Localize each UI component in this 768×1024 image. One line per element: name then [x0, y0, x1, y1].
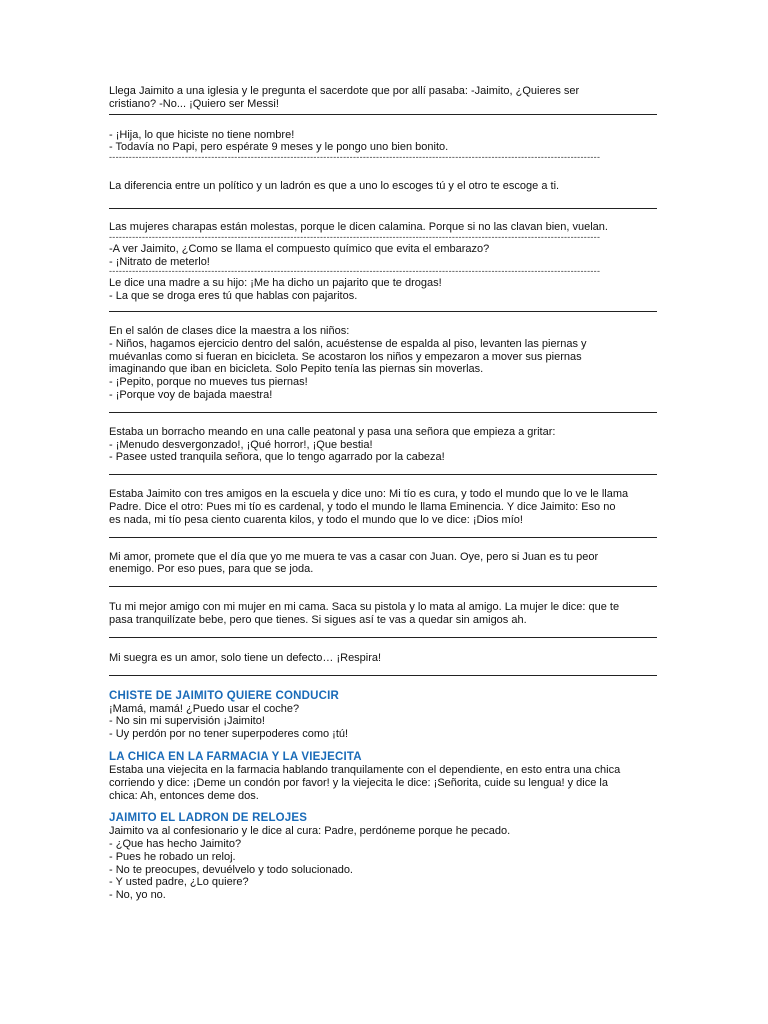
joke-paragraph: En el salón de clases dice la maestra a los niños: - Niños, hagamos ejercicio dentro del salón, acuéstense de espalda al piso, levanten las piernas y muévanlas como si fueran en bicicleta. Se acostaron los niños y empezaron a mover sus piernas imaginando que iban en bicicleta. Solo Pepito tenía las piernas sin moverlas. - ¡Pepito, porque no mueves tus piernas! - ¡Porque voy de bajada maestra!: [109, 324, 587, 401]
joke-paragraph: Tu mi mejor amigo con mi mujer en mi cama. Saca su pistola y lo mata al amigo. La mujer le dice: que te pasa tranquilízate bebe, pero que tienes. Si sigues así te vas a quedar sin amigos ah.: [109, 601, 620, 626]
separator-line: [109, 412, 657, 413]
separator-line: [109, 311, 657, 312]
separator-line: [109, 474, 657, 475]
joke-paragraph: Estaba Jaimito con tres amigos en la escuela y dice uno: Mi tío es cura, y todo el mundo que lo ve le llama Padre. Dice el otro: Pues mi tío es cardenal, y todo el mundo le llama Eminencia. Y dice Jaimito: Eso no es nada, mi tío pesa ciento cuarenta kilos, y todo el mundo que lo ve dice: ¡Dios mío!: [109, 488, 629, 526]
separator-line: [109, 537, 657, 538]
separator-line: [109, 208, 657, 209]
joke-paragraph: Le dice una madre a su hijo: ¡Me ha dicho un pajarito que te drogas! - La que se droga eres tú que hablas con pajaritos.: [109, 277, 442, 303]
separator-line: [109, 675, 657, 676]
separator-line: [109, 114, 657, 115]
joke-paragraph: ¡Mamá, mamá! ¿Puedo usar el coche? - No sin mi supervisión ¡Jaimito! - Uy perdón por no tener superpoderes como ¡tú!: [109, 702, 349, 741]
section-heading: CHISTE DE JAIMITO QUIERE CONDUCIR: [109, 689, 340, 702]
dashed-separator: -----------------------------------------------------------------------------------------------------------------------------------------------------: [109, 231, 601, 242]
joke-paragraph: Mi suegra es un amor, solo tiene un defecto… ¡Respira!: [109, 651, 382, 664]
section-heading: LA CHICA EN LA FARMACIA Y LA VIEJECITA: [109, 750, 362, 763]
joke-paragraph: -A ver Jaimito, ¿Como se llama el compuesto químico que evita el embarazo? - ¡Nitrato de meterlo!: [109, 242, 490, 268]
dashed-separator: -----------------------------------------------------------------------------------------------------------------------------------------------------: [109, 266, 601, 277]
joke-paragraph: - ¡Hija, lo que hiciste no tiene nombre! - Todavía no Papi, pero espérate 9 meses y le pongo uno bien bonito.: [109, 128, 449, 154]
joke-paragraph: Las mujeres charapas están molestas, porque le dicen calamina. Porque si no las clavan bien, vuelan.: [109, 220, 608, 233]
joke-paragraph: Jaimito va al confesionario y le dice al cura: Padre, perdóneme porque he pecado. - ¿Que has hecho Jaimito? - Pues he robado un reloj. - No te preocupes, devuélvelo y todo solucionado. - Y usted padre, ¿Lo quiere? - No, yo no.: [109, 825, 511, 902]
separator-line: [109, 637, 657, 638]
dashed-separator: -----------------------------------------------------------------------------------------------------------------------------------------------------: [109, 152, 601, 163]
separator-line: [109, 586, 657, 587]
joke-paragraph: Mi amor, promete que el día que yo me muera te vas a casar con Juan. Oye, pero si Juan es tu peor enemigo. Por eso pues, para que se joda.: [109, 550, 599, 576]
document-page: [109, 85, 659, 902]
joke-paragraph: Estaba un borracho meando en una calle peatonal y pasa una señora que empieza a gritar: - ¡Menudo desvergonzado!, ¡Qué horror!, ¡Que bestia! - Pasee usted tranquila señora, que lo tengo agarrado por la cabeza!: [109, 425, 556, 464]
joke-paragraph: La diferencia entre un político y un ladrón es que a uno lo escoges tú y el otro te escoge a ti.: [109, 180, 560, 193]
joke-paragraph: Estaba una viejecita en la farmacia hablando tranquilamente con el dependiente, en esto entra una chica corriendo y dice: ¡Deme un condón por favor! y la viejecita le dice: ¡Señorita, cuide su lengua! y dice la chica: Ah, entonces deme dos.: [109, 763, 621, 802]
joke-paragraph: Llega Jaimito a una iglesia y le pregunta el sacerdote que por allí pasaba: -Jaimito, ¿Quieres ser cristiano? -No... ¡Quiero ser Messi!: [109, 85, 580, 110]
section-heading: JAIMITO EL LADRON DE RELOJES: [109, 812, 308, 825]
